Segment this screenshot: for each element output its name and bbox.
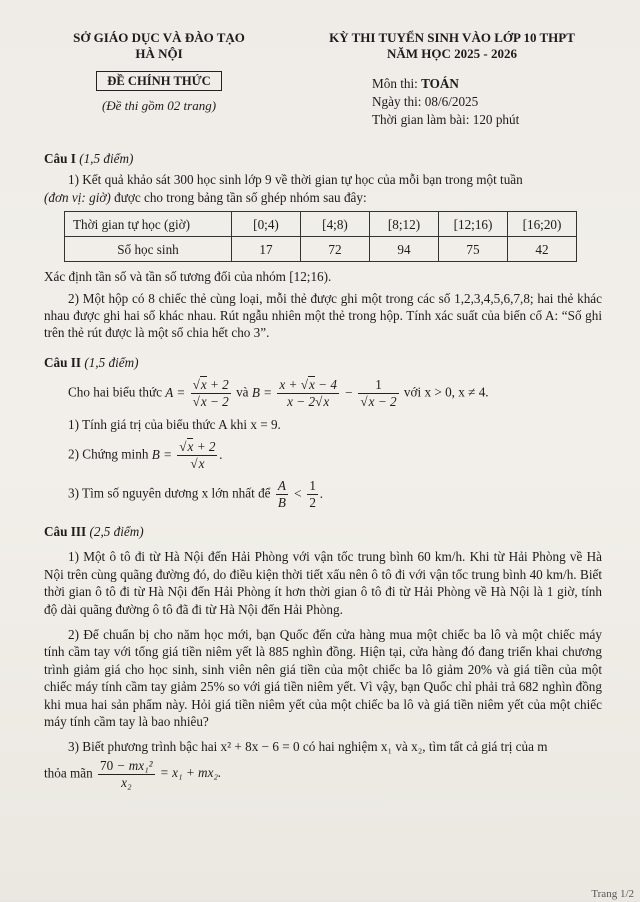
question-2-points: (1,5 điểm) [84,354,139,370]
table-cell: [8;12) [370,212,439,237]
q2-expressions [44,377,602,410]
table-cell: [12;16) [439,212,508,237]
expression-a: A = $\frac{√x + 2}{√x - 2}$ [165,377,229,410]
time-label: Thời gian làm bài: [372,112,470,128]
table-cell: 72 [301,237,370,262]
table-cell: 42 [508,237,577,262]
exam-title-line-1: KỲ THI TUYỂN SINH VÀO LỚP 10 THPT [329,30,575,45]
q3-part2-text: 2) Để chuẩn bị cho năm học mới, bạn Quốc đến cửa hàng mua một chiếc ba lô và một chiếc máy tính cầm tay với tổng giá tiền niêm yết là 885 nghìn đồng. Hiện tại, cửa hàng đó đang triển khai chương trình giảm giá cho học sinh, sinh viên nên giá tiền của một chiếc ba lô giảm 20% và giá tiền của một chiếc máy tính cầm tay giảm 25% so với giá tiền niêm yết. Vì vậy, bạn Quốc chỉ phải trả 682 nghìn đồng khi mua hai sản phẩm này. Hỏi giá tiền niêm yết của một chiếc ba lô và giá tiền niêm yết của một chiếc máy tính cầm tay là bao nhiêu? [44,626,602,730]
q2-part3: 3) Tìm số nguyên dương x lớn nhất để $\frac{A}{B}$ < $\frac{1}{2}$ . [68,478,324,510]
frequency-table [64,211,577,262]
header [44,30,602,130]
q2-part2-text: 2) Chứng minh [68,446,149,462]
table-row [65,212,577,237]
q2-condition: với x > 0, x ≠ 4. [403,384,489,400]
question-3-title [44,523,602,540]
page-footer: Trang 1/2 [591,888,634,901]
question-1-points: (1,5 điểm) [79,150,134,166]
subject-value: TOÁN [421,75,459,91]
date-label: Ngày thi: [372,93,422,109]
q2-part1: 1) Tính giá trị của biểu thức A khi x = 9. [68,417,281,433]
pages-note: (Đề thi gồm 02 trang) [101,98,217,114]
table-cell: [0;4) [232,212,301,237]
q3-part1-text: 1) Một ô tô đi từ Hà Nội đến Hải Phòng với vận tốc trung bình 60 km/h. Khi từ Hải Phòng về Hà Nội trên cùng quãng đường đó, do điều kiện thời tiết xấu nên ô tô đi với vận tốc trung bình 40 km/h. Biết thời gian ô tô đi từ Hà Nội đến Hải Phòng ít hơn thời gian ô tô đi từ Hải Phòng về Hà Nội là 1 giờ, tính độ dài quãng đường ô tô đã đi từ Hà Nội đến Hải Phòng. [44,549,602,617]
question-1-title [44,150,602,167]
q2-and: và [236,384,249,400]
header-left [44,30,274,130]
table-header-cell: Thời gian tự học (giờ) [65,212,232,237]
q1-part2-text: 2) Một hộp có 8 chiếc thẻ cùng loại, mỗi thẻ được ghi một trong các số 1,2,3,4,5,6,7,8; hai thẻ khác nhau được ghi hai số khác nhau. Rút ngẫu nhiên một thẻ trong hộp. Tính xác suất của biến cố A: “Số ghi trên thẻ rút được là một số chia hết cho 3”. [44,290,602,341]
q1-unit: (đơn vị: giờ) [44,189,111,205]
question-1-label: Câu I [44,150,76,166]
expression-b: B = $\frac{x + √x - 4}{x - 2√x}$ − $\frac{1}{√x - 2}$ [251,377,397,410]
time-value: 120 phút [472,112,520,128]
table-cell: [16;20) [508,212,577,237]
exam-title-line-2: NĂM HỌC 2025 - 2026 [387,46,517,62]
table-row [65,237,577,262]
q3-part3-text: 3) Biết phương trình bậc hai x² + 8x − 6 = 0 có hai nghiệm x₁ và x₂, tìm tất cả giá trị của m [68,739,548,755]
q3-part3-cond-label: thỏa mãn [44,765,93,781]
q2-part3-text: 3) Tìm số nguyên dương x lớn nhất để [68,485,271,501]
official-stamp: ĐỀ CHÍNH THỨC [96,71,222,92]
exam-meta [372,75,602,130]
question-2-label: Câu II [44,354,82,370]
q1-part1-question: Xác định tần số và tần số tương đối của nhóm [12;16). [44,269,332,285]
q2-part2: 2) Chứng minh B = $\frac{√x + 2}{√x}$ . [68,439,223,472]
q2-intro: Cho hai biểu thức [68,384,162,400]
org-line-2: HÀ NỘI [135,46,183,62]
q1-part1-text: 1) Kết quả khảo sát 300 học sinh lớp 9 về thời gian tự học của mỗi bạn trong một tuần [68,172,523,188]
date-value: 08/6/2025 [424,93,479,109]
table-cell: 94 [370,237,439,262]
table-cell: 75 [439,237,508,262]
question-3-label: Câu III [44,523,87,539]
table-cell: 17 [232,237,301,262]
question-3-points: (2,5 điểm) [89,523,144,539]
q1-part1-text-cont: được cho trong bảng tần số ghép nhóm sau đây: [114,189,367,205]
org-line-1: SỞ GIÁO DỤC VÀ ĐÀO TẠO [73,30,245,45]
header-right [302,30,602,130]
table-header-cell: Số học sinh [65,237,232,262]
subject-label: Môn thi: [372,75,418,91]
question-2-title [44,354,602,371]
q1-part1-text-2 [44,189,602,206]
q3-part3-condition: thỏa mãn $\frac{\text{70 − mx₁²}}{\text{x₂}}$ = x₁ + mx₂. [44,757,222,790]
table-cell: [4;8) [301,212,370,237]
